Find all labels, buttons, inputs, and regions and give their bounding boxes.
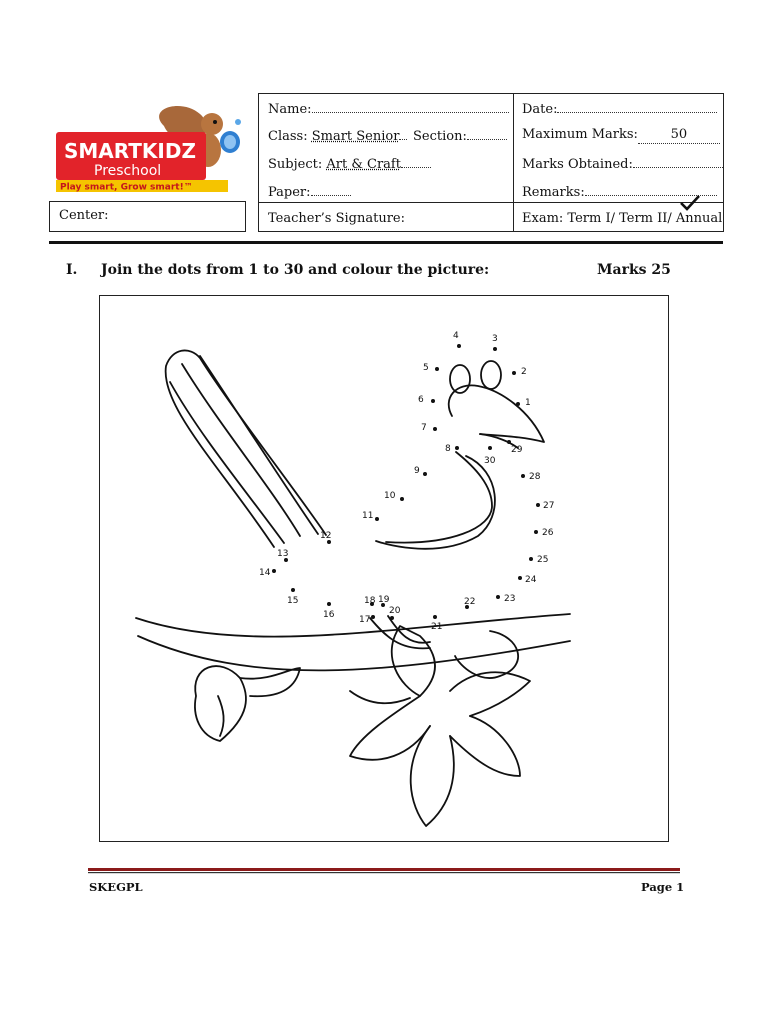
- name-field[interactable]: Name:: [268, 100, 509, 118]
- dot-label-18: 18: [364, 596, 376, 606]
- logo-brand: SMARTKIDZ: [64, 139, 196, 163]
- footer-code: SKEGPL: [89, 880, 143, 894]
- class-field[interactable]: Class: Smart Senior: [268, 127, 407, 145]
- question-text: Join the dots from 1 to 30 and colour the picture:: [101, 262, 490, 278]
- section-field[interactable]: Section:: [413, 127, 507, 145]
- dot-label-8: 8: [445, 444, 451, 454]
- dot-label-22: 22: [464, 597, 476, 607]
- dot-label-7: 7: [421, 423, 427, 433]
- dot-label-27: 27: [543, 501, 555, 511]
- dot-label-25: 25: [537, 555, 549, 565]
- question-marks: Marks 25: [597, 262, 671, 278]
- dot-label-6: 6: [418, 395, 424, 405]
- dot-label-14: 14: [259, 568, 271, 578]
- dot-label-10: 10: [384, 491, 396, 501]
- page-number: Page 1: [641, 880, 685, 894]
- dot-label-11: 11: [362, 511, 374, 521]
- dot-label-16: 16: [323, 610, 335, 620]
- dot-label-20: 20: [389, 606, 401, 616]
- dot-to-dot-picture: [99, 295, 669, 842]
- dot-label-5: 5: [423, 363, 429, 373]
- dot-label-3: 3: [492, 334, 498, 344]
- dot-label-26: 26: [542, 528, 554, 538]
- marks-obtained-field[interactable]: Marks Obtained:: [522, 155, 723, 173]
- dot-label-15: 15: [287, 596, 299, 606]
- class-value: Smart Senior: [311, 129, 400, 144]
- dot-label-24: 24: [525, 575, 537, 585]
- paper-field[interactable]: Paper:: [268, 183, 351, 201]
- maximum-marks-field: Maximum Marks: 50: [522, 127, 720, 144]
- dot-label-13: 13: [277, 549, 289, 559]
- checkmark-icon: [679, 194, 701, 212]
- student-info-table: [258, 93, 724, 232]
- center-field[interactable]: Center:: [49, 201, 246, 232]
- dot-label-4: 4: [453, 331, 459, 341]
- subject-field: Subject: Art & Craft: [268, 155, 431, 173]
- dot-label-1: 1: [525, 398, 531, 408]
- dot-label-28: 28: [529, 472, 541, 482]
- exam-term-field: Exam: Term I/ Term II/ Annual: [522, 211, 723, 226]
- dot-label-23: 23: [504, 594, 516, 604]
- logo-sub: Preschool: [94, 163, 162, 179]
- subject-value: Art & Craft: [326, 157, 401, 172]
- school-logo: [54, 98, 244, 194]
- dot-label-9: 9: [414, 466, 420, 476]
- dot-label-29: 29: [511, 445, 523, 455]
- dot-label-12: 12: [320, 531, 332, 541]
- dot-label-21: 21: [431, 622, 443, 632]
- maximum-marks-value: 50: [638, 127, 720, 144]
- question-number: I.: [66, 262, 78, 278]
- dot-label-2: 2: [521, 367, 527, 377]
- dot-label-19: 19: [378, 595, 390, 605]
- dot-label-17: 17: [359, 615, 371, 625]
- footer-divider: [88, 868, 680, 874]
- header-divider: [49, 241, 723, 244]
- remarks-field[interactable]: Remarks:: [522, 183, 717, 201]
- dot-label-30: 30: [484, 456, 496, 466]
- bird-on-branch-outline: [100, 296, 668, 841]
- date-field[interactable]: Date:: [522, 100, 717, 118]
- logo-tagline: Play smart, Grow smart!™: [60, 182, 193, 193]
- teacher-signature-field[interactable]: Teacher’s Signature:: [268, 211, 405, 226]
